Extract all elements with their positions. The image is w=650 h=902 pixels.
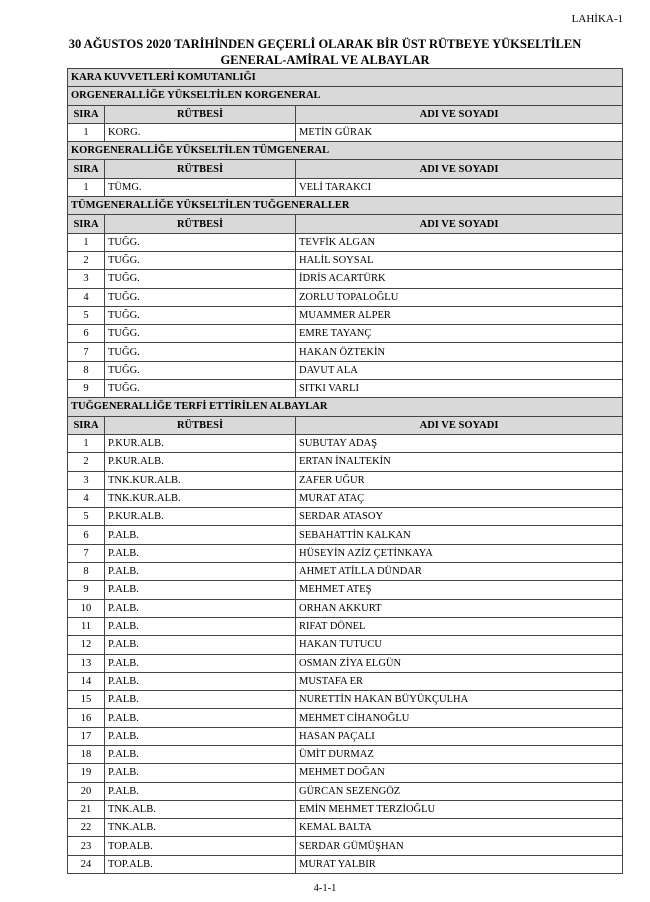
promotion-table xyxy=(67,68,623,874)
row-name: HAKAN TUTUCU xyxy=(296,636,623,654)
row-rank: TUĞG. xyxy=(105,233,296,251)
row-rank: TUĞG. xyxy=(105,361,296,379)
row-number: 7 xyxy=(68,544,105,562)
row-rank: TUĞG. xyxy=(105,306,296,324)
column-header-row xyxy=(68,416,623,434)
row-number: 9 xyxy=(68,380,105,398)
row-name: SERDAR GÜMÜŞHAN xyxy=(296,837,623,855)
row-number: 1 xyxy=(68,178,105,196)
row-rank: TUĞG. xyxy=(105,288,296,306)
row-name: MURAT ATAÇ xyxy=(296,489,623,507)
title-line-2: GENERAL-AMİRAL VE ALBAYLAR xyxy=(220,53,430,67)
row-name: OSMAN ZİYA ELGÜN xyxy=(296,654,623,672)
row-number: 18 xyxy=(68,745,105,763)
row-name: MEHMET ATEŞ xyxy=(296,581,623,599)
row-rank: P.ALB. xyxy=(105,727,296,745)
command-header-row xyxy=(68,69,623,87)
row-rank: P.KUR.ALB. xyxy=(105,434,296,452)
document-title xyxy=(0,36,650,68)
section-title: TÜMGENERALLİĞE YÜKSELTİLEN TUĞGENERALLER xyxy=(68,197,623,215)
column-header-no: SIRA xyxy=(68,160,105,178)
table-row xyxy=(68,233,623,251)
column-header-rank: RÜTBESİ xyxy=(105,160,296,178)
row-number: 17 xyxy=(68,727,105,745)
row-number: 6 xyxy=(68,526,105,544)
row-number: 16 xyxy=(68,709,105,727)
row-name: MUAMMER ALPER xyxy=(296,306,623,324)
table-row xyxy=(68,325,623,343)
table-row xyxy=(68,508,623,526)
row-rank: P.ALB. xyxy=(105,599,296,617)
section-title: ORGENERALLİĞE YÜKSELTİLEN KORGENERAL xyxy=(68,87,623,105)
row-number: 19 xyxy=(68,764,105,782)
column-header-rank: RÜTBESİ xyxy=(105,105,296,123)
row-rank: P.ALB. xyxy=(105,617,296,635)
row-number: 10 xyxy=(68,599,105,617)
row-name: GÜRCAN SEZENGÖZ xyxy=(296,782,623,800)
row-name: MEHMET CİHANOĞLU xyxy=(296,709,623,727)
table-row xyxy=(68,727,623,745)
row-name: VELİ TARAKCI xyxy=(296,178,623,196)
row-name: ÜMİT DURMAZ xyxy=(296,745,623,763)
table-row xyxy=(68,855,623,873)
row-name: DAVUT ALA xyxy=(296,361,623,379)
table-row xyxy=(68,489,623,507)
row-rank: TNK.ALB. xyxy=(105,819,296,837)
row-name: EMRE TAYANÇ xyxy=(296,325,623,343)
table-row xyxy=(68,343,623,361)
row-rank: P.ALB. xyxy=(105,709,296,727)
row-number: 4 xyxy=(68,288,105,306)
table-row xyxy=(68,709,623,727)
table-row xyxy=(68,434,623,452)
command-title: KARA KUVVETLERİ KOMUTANLIĞI xyxy=(68,69,623,87)
section-header-row xyxy=(68,398,623,416)
row-name: HÜSEYİN AZİZ ÇETİNKAYA xyxy=(296,544,623,562)
column-header-name: ADI VE SOYADI xyxy=(296,160,623,178)
row-rank: P.ALB. xyxy=(105,636,296,654)
row-number: 1 xyxy=(68,434,105,452)
column-header-rank: RÜTBESİ xyxy=(105,416,296,434)
table-row xyxy=(68,617,623,635)
section-header-row xyxy=(68,197,623,215)
row-number: 2 xyxy=(68,251,105,269)
row-number: 22 xyxy=(68,819,105,837)
table-row xyxy=(68,672,623,690)
row-name: NURETTİN HAKAN BÜYÜKÇULHA xyxy=(296,691,623,709)
title-line-1: 30 AĞUSTOS 2020 TARİHİNDEN GEÇERLİ OLARAK BİR ÜST RÜTBEYE YÜKSELTİLEN xyxy=(68,37,582,51)
row-number: 15 xyxy=(68,691,105,709)
page-footer: 4-1-1 xyxy=(313,883,337,894)
table-row xyxy=(68,745,623,763)
table-row xyxy=(68,178,623,196)
row-number: 1 xyxy=(68,123,105,141)
row-rank: TNK.ALB. xyxy=(105,800,296,818)
row-rank: P.KUR.ALB. xyxy=(105,453,296,471)
row-rank: KORG. xyxy=(105,123,296,141)
row-number: 8 xyxy=(68,563,105,581)
row-number: 20 xyxy=(68,782,105,800)
row-number: 4 xyxy=(68,489,105,507)
row-number: 14 xyxy=(68,672,105,690)
row-name: HASAN PAÇALI xyxy=(296,727,623,745)
row-number: 9 xyxy=(68,581,105,599)
row-number: 21 xyxy=(68,800,105,818)
table-row xyxy=(68,361,623,379)
row-name: SUBUTAY ADAŞ xyxy=(296,434,623,452)
row-number: 11 xyxy=(68,617,105,635)
row-number: 5 xyxy=(68,306,105,324)
row-rank: P.ALB. xyxy=(105,654,296,672)
row-number: 8 xyxy=(68,361,105,379)
row-name: KEMAL BALTA xyxy=(296,819,623,837)
table-row xyxy=(68,654,623,672)
row-rank: TUĞG. xyxy=(105,325,296,343)
row-name: MURAT YALBIR xyxy=(296,855,623,873)
row-rank: P.ALB. xyxy=(105,563,296,581)
row-name: ERTAN İNALTEKİN xyxy=(296,453,623,471)
row-rank: TUĞG. xyxy=(105,380,296,398)
row-number: 1 xyxy=(68,233,105,251)
table-row xyxy=(68,453,623,471)
appendix-label: LAHİKA-1 xyxy=(571,13,623,25)
table-row xyxy=(68,563,623,581)
column-header-row xyxy=(68,215,623,233)
section-header-row xyxy=(68,142,623,160)
table-row xyxy=(68,306,623,324)
table-row xyxy=(68,800,623,818)
row-number: 13 xyxy=(68,654,105,672)
row-number: 2 xyxy=(68,453,105,471)
row-rank: P.KUR.ALB. xyxy=(105,508,296,526)
table-row xyxy=(68,544,623,562)
table-row xyxy=(68,782,623,800)
row-rank: TNK.KUR.ALB. xyxy=(105,489,296,507)
table-row xyxy=(68,270,623,288)
column-header-rank: RÜTBESİ xyxy=(105,215,296,233)
table-row xyxy=(68,691,623,709)
table-row xyxy=(68,599,623,617)
row-name: HALİL SOYSAL xyxy=(296,251,623,269)
table-row xyxy=(68,636,623,654)
row-name: RIFAT DÖNEL xyxy=(296,617,623,635)
table-row xyxy=(68,471,623,489)
row-name: EMİN MEHMET TERZİOĞLU xyxy=(296,800,623,818)
row-name: ORHAN AKKURT xyxy=(296,599,623,617)
column-header-no: SIRA xyxy=(68,215,105,233)
row-rank: TOP.ALB. xyxy=(105,837,296,855)
row-rank: P.ALB. xyxy=(105,672,296,690)
row-number: 23 xyxy=(68,837,105,855)
column-header-name: ADI VE SOYADI xyxy=(296,416,623,434)
row-name: TEVFİK ALGAN xyxy=(296,233,623,251)
column-header-no: SIRA xyxy=(68,416,105,434)
row-name: HAKAN ÖZTEKİN xyxy=(296,343,623,361)
row-rank: TÜMG. xyxy=(105,178,296,196)
row-rank: P.ALB. xyxy=(105,526,296,544)
table-row xyxy=(68,526,623,544)
row-rank: P.ALB. xyxy=(105,745,296,763)
row-name: AHMET ATİLLA DÜNDAR xyxy=(296,563,623,581)
row-rank: P.ALB. xyxy=(105,764,296,782)
row-name: MEHMET DOĞAN xyxy=(296,764,623,782)
table-row xyxy=(68,581,623,599)
row-rank: P.ALB. xyxy=(105,782,296,800)
table-row xyxy=(68,288,623,306)
row-number: 24 xyxy=(68,855,105,873)
column-header-row xyxy=(68,105,623,123)
row-rank: TNK.KUR.ALB. xyxy=(105,471,296,489)
row-number: 3 xyxy=(68,270,105,288)
row-number: 5 xyxy=(68,508,105,526)
table-row xyxy=(68,251,623,269)
column-header-row xyxy=(68,160,623,178)
row-rank: TUĞG. xyxy=(105,343,296,361)
row-rank: P.ALB. xyxy=(105,581,296,599)
table-row xyxy=(68,837,623,855)
table-row xyxy=(68,123,623,141)
row-rank: P.ALB. xyxy=(105,544,296,562)
row-number: 6 xyxy=(68,325,105,343)
row-rank: TUĞG. xyxy=(105,270,296,288)
table-row xyxy=(68,380,623,398)
section-title: KORGENERALLİĞE YÜKSELTİLEN TÜMGENERAL xyxy=(68,142,623,160)
section-header-row xyxy=(68,87,623,105)
column-header-name: ADI VE SOYADI xyxy=(296,215,623,233)
table-row xyxy=(68,764,623,782)
row-name: SERDAR ATASOY xyxy=(296,508,623,526)
row-name: METİN GÜRAK xyxy=(296,123,623,141)
row-name: SITKI VARLI xyxy=(296,380,623,398)
row-rank: TOP.ALB. xyxy=(105,855,296,873)
row-rank: P.ALB. xyxy=(105,691,296,709)
row-name: İDRİS ACARTÜRK xyxy=(296,270,623,288)
column-header-no: SIRA xyxy=(68,105,105,123)
row-name: ZAFER UĞUR xyxy=(296,471,623,489)
row-rank: TUĞG. xyxy=(105,251,296,269)
section-title: TUĞGENERALLİĞE TERFİ ETTİRİLEN ALBAYLAR xyxy=(68,398,623,416)
table-row xyxy=(68,819,623,837)
row-number: 3 xyxy=(68,471,105,489)
row-name: MUSTAFA ER xyxy=(296,672,623,690)
row-name: ZORLU TOPALOĞLU xyxy=(296,288,623,306)
column-header-name: ADI VE SOYADI xyxy=(296,105,623,123)
row-number: 7 xyxy=(68,343,105,361)
row-name: SEBAHATTİN KALKAN xyxy=(296,526,623,544)
row-number: 12 xyxy=(68,636,105,654)
